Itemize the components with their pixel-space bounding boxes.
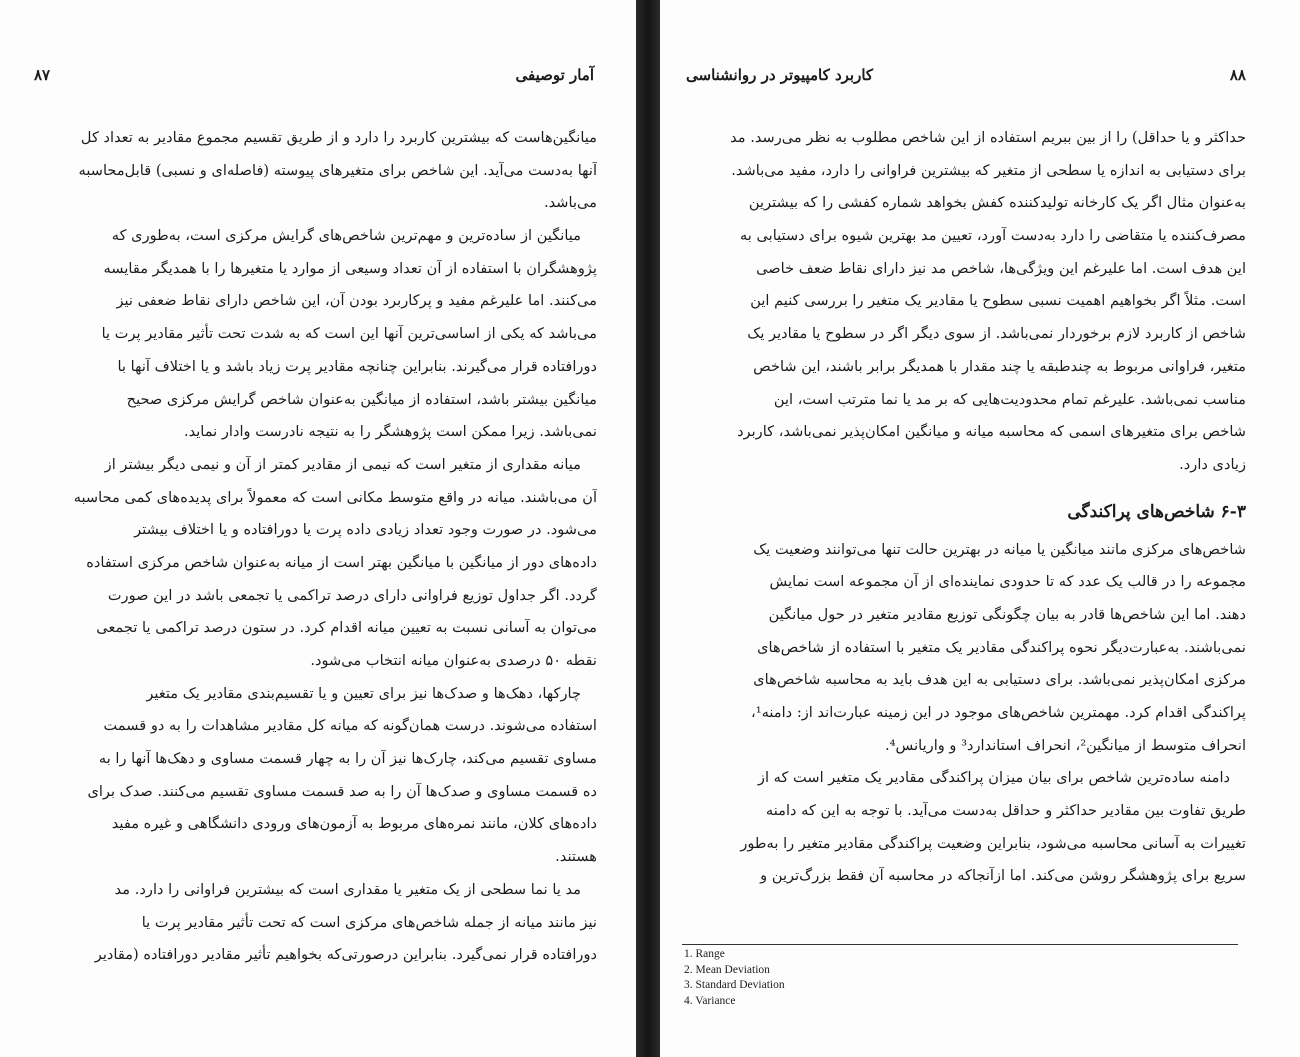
text-line: چارکها، دهک‌ها و صدک‌ها نیز برای تعیین و یا تقسیم‌بندی مقادیر یک متغیر	[146, 684, 581, 702]
text-line: زیادی دارد.	[1179, 455, 1246, 473]
text-line: شاخص‌های مرکزی مانند میانگین یا میانه در بهترین حالت تنها می‌توانند وضعیت یک	[753, 540, 1246, 558]
text-line: هستند.	[555, 848, 597, 866]
text-line: میانگین بیشتر باشد، استفاده از میانگین به‌عنوان شاخص گرایش مرکزی صحیح	[126, 390, 597, 408]
right-page-number: ۸۸	[1229, 66, 1246, 84]
left-running-header	[34, 66, 594, 84]
text-line: میانه مقداری از متغیر است که نیمی از مقادیر کمتر از آن و نیمی دیگر بیشتر از	[104, 455, 581, 473]
text-line: متغیر، فراوانی مربوط به چندطبقه یا چند مقدار با همدیگر برابر باشند، این شاخص	[753, 357, 1246, 375]
right-page-body	[690, 122, 1246, 893]
text-line: است. مثلاً اگر بخواهیم اهمیت نسبی سطوح یا مقادیر یک متغیر را بررسی کنیم این	[750, 292, 1246, 310]
text-line: مصرف‌کننده یا متقاضی را دارد به‌دست آورد، تعیین مد بهترین شیوه برای دستیابی به	[739, 227, 1246, 245]
text-line: مناسب نمی‌باشد. علیرغم تمام محدودیت‌هایی که بر مد یا نما مترتب است، این	[773, 390, 1246, 408]
text-line: برای دستیابی به اندازه یا سطحی از متغیر که بیشترین فراوانی را دارد، مفید می‌باشد.	[731, 161, 1246, 179]
footnote: 2. Mean Deviation	[684, 963, 770, 976]
text-line: می‌باشد.	[543, 194, 597, 212]
footnote: 3. Standard Deviation	[684, 979, 785, 991]
text-line: مساوی تقسیم می‌کند، چارک‌ها نیز آن را به چهار قسمت مساوی و دهک‌ها آنها را به	[98, 750, 597, 768]
text-line: استفاده می‌شوند. درست همان‌گونه که میانه کل مقادیر مشاهدات را به دو قسمت	[103, 717, 597, 735]
text-line: ده قسمت مساوی و صدک‌ها آن را به صد قسمت مساوی تقسیم می‌کنند. صدک برای	[87, 782, 597, 800]
text-line: گردد. اگر جداول توزیع فراوانی دارای درصد تراکمی یا تجمعی باشد در این صورت	[107, 586, 597, 604]
left-page-number: ۸۷	[34, 66, 51, 84]
section-spacer	[690, 482, 1246, 490]
left-running-title: آمار توصیفی	[515, 66, 594, 84]
text-line: دورافتاده قرار می‌گیرند. بنابراین چنانچه مقادیر پرت زیاد باشد و یا اختلاف آنها با	[117, 357, 597, 375]
text-line: انحراف متوسط از میانگین²، انحراف استاندارد³ و واریانس⁴.	[884, 736, 1246, 754]
right-page	[660, 0, 1300, 1057]
text-line: دورافتاده قرار نمی‌گیرد. بنابراین درصورتی‌که بخواهیم تأثیر مقادیر دورافتاده (مقادیر	[94, 946, 597, 964]
text-line: شاخص برای متغیرهای اسمی که محاسبه میانه و میانگین امکان‌پذیر نمی‌باشد، کاربرد	[737, 423, 1246, 441]
text-line: پژوهشگران با استفاده از آن تعداد وسیعی از موارد یا متغیرها را با همدیگر مقایسه	[103, 259, 597, 277]
text-line: شاخص از کاربرد لازم برخوردار نمی‌باشد. از سوی دیگر اگر در سطوح یا مقادیر یک	[747, 325, 1246, 343]
text-line: نیز مانند میانه از جمله شاخص‌های مرکزی است که تحت تأثیر مقادیر پرت یا	[141, 913, 597, 931]
text-line: این هدف است. اما علیرغم این ویژگی‌ها، شاخص مد نیز دارای نقاط ضعف خاصی	[756, 259, 1246, 277]
footnote: 1. Range	[684, 948, 725, 960]
section-heading: ۶-۳ شاخص‌های پراکندگی	[1067, 501, 1246, 522]
text-line: نمی‌باشد. زیرا ممکن است پژوهشگر را به نتیجه نادرست وادار نماید.	[183, 423, 597, 441]
text-line: مجموعه را در قالب یک عدد که تا حدودی نماینده‌ای از آن مجموعه است نمایش	[769, 573, 1246, 591]
text-line: مد یا نما سطحی از یک متغیر یا مقداری است که بیشترین فراوانی را دارد. مد	[114, 880, 581, 898]
text-line: نقطه ۵۰ درصدی به‌عنوان میانه انتخاب می‌شود.	[310, 652, 597, 669]
text-line: میانگین‌هاست که بیشترین کاربرد را دارد و از طریق تقسیم مجموع مقادیر به تعداد کل	[80, 129, 597, 146]
text-line: می‌کنند. اما علیرغم مفید و پرکاربرد بودن آن، این شاخص دارای نقاط ضعفی نیز	[116, 292, 597, 310]
text-line: می‌شود. در صورت وجود تعداد زیادی داده پرت یا دورافتاده و یا اختلاف بیشتر	[134, 521, 597, 539]
text-line: داده‌های دور از میانگین با میانگین بهتر است از میانه به‌عنوان شاخص مرکزی استفاده	[86, 553, 597, 571]
text-line: سریع برای پژوهشگر روشن می‌کند. اما ازآنجاکه در محاسبه آن فقط بزرگ‌ترین و	[760, 867, 1246, 885]
footnotes	[684, 947, 785, 1009]
left-page-body	[40, 122, 597, 972]
text-line: می‌باشد که یکی از اساسی‌ترین آنها این است که به شدت تحت تأثیر مقادیر پرت یا	[101, 325, 597, 343]
footnote: 4. Variance	[684, 994, 736, 1007]
text-line: آن می‌باشند. میانه در واقع متوسط مکانی است که معمولاً برای پدیده‌های کمی محاسبه	[73, 488, 597, 506]
footnote-divider	[682, 944, 1238, 945]
text-line: میانگین از ساده‌ترین و مهم‌ترین شاخص‌های گرایش مرکزی است، به‌طوری که	[111, 227, 581, 245]
text-line: به‌عنوان مثال اگر یک کارخانه تولیدکننده کفش بخواهد شماره کفشی را که بیشترین	[748, 194, 1246, 212]
text-line: تغییرات به آسانی محاسبه می‌شود، بنابراین وضعیت پراکندگی مقادیر متغیر را به‌طور	[740, 834, 1246, 852]
text-line: داده‌های کلان، مانند نمره‌های مربوط به آزمون‌های ورودی دانشگاهی و غیره مفید	[111, 815, 597, 833]
left-page	[0, 0, 636, 1057]
text-line: مرکزی امکان‌پذیر نمی‌باشد. برای دستیابی به این هدف باید به محاسبه شاخص‌های	[753, 671, 1246, 689]
right-running-header	[686, 66, 1246, 84]
text-line: طریق تفاوت بین مقادیر حداکثر و حداقل به‌دست می‌آید. با توجه به این که دامنه	[765, 802, 1246, 820]
text-line: می‌توان به آسانی نسبت به تعیین میانه اقدام کرد. در ستون درصد تراکمی یا تجمعی	[96, 619, 597, 637]
text-line: نمی‌باشند. به‌عبارت‌دیگر نحوه پراکندگی مقادیر یک متغیر با استفاده از شاخص‌های	[757, 638, 1246, 656]
text-line: حداکثر و یا حداقل) را از بین ببریم استفاده از این شاخص مطلوب به نظر می‌رسد. مد	[730, 129, 1246, 146]
text-line: دهند. اما این شاخص‌ها قادر به بیان چگونگی توزیع مقادیر متغیر در حول میانگین	[768, 605, 1246, 623]
book-gutter	[636, 0, 660, 1057]
text-line: آنها به‌دست می‌آید. این شاخص برای متغیرهای پیوسته (فاصله‌ای و نسبی) قابل‌محاسبه	[78, 161, 597, 179]
text-line: پراکندگی اقدام کرد. مهمترین شاخص‌های موجود در این زمینه عبارت‌اند از: دامنه¹،	[751, 704, 1246, 721]
text-line: دامنه ساده‌ترین شاخص برای بیان میزان پراکندگی مقادیر یک متغیر است که از	[757, 769, 1230, 787]
right-running-title: کاربرد کامپیوتر در روانشناسی	[686, 66, 874, 84]
